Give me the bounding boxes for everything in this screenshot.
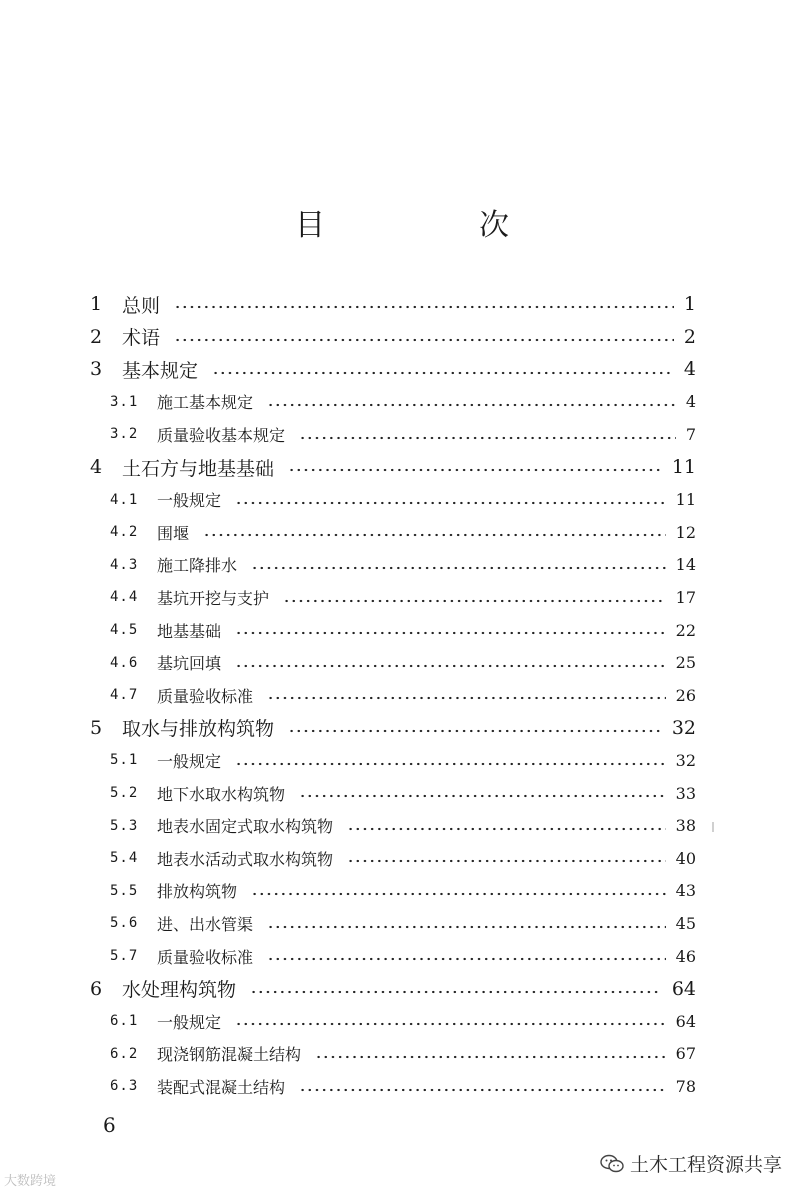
toc-entry-label: 土石方与地基基础	[122, 457, 275, 480]
toc-entry-label: 一般规定	[157, 751, 222, 771]
wechat-icon	[600, 1154, 624, 1174]
toc-entry-number: 6.2	[110, 1045, 139, 1062]
toc-entry-number: 3.1	[110, 393, 139, 410]
toc-entry-page: 1	[683, 293, 696, 315]
toc-entry-label: 排放构筑物	[157, 882, 238, 902]
toc-leader-dots	[251, 892, 666, 896]
toc-entry[interactable]	[0, 321, 804, 353]
toc-leader-dots	[235, 501, 666, 505]
watermark-right-text: 土木工程资源共享	[629, 1154, 782, 1176]
toc-entry-number: 4.6	[110, 654, 139, 671]
toc-entry[interactable]	[0, 353, 804, 385]
toc-leader-dots	[267, 925, 666, 929]
toc-entry-page: 25	[675, 653, 696, 673]
toc-entry-page: 7	[685, 424, 696, 444]
toc-leader-dots	[288, 468, 662, 472]
toc-entry[interactable]	[0, 1070, 804, 1102]
toc-entry-number: 5.3	[110, 817, 139, 834]
watermark-right	[600, 1150, 782, 1177]
toc-leader-dots	[212, 371, 674, 375]
toc-entry-page: 46	[675, 946, 696, 966]
toc-entry[interactable]	[0, 1005, 804, 1037]
toc-entry-label: 基本规定	[122, 359, 199, 382]
toc-entry-label: 进、出水管渠	[157, 914, 254, 934]
toc-entry-label: 施工降排水	[157, 556, 238, 576]
toc-entry-label: 水处理构筑物	[122, 979, 237, 1002]
toc-entry-label: 施工基本规定	[157, 393, 254, 413]
toc-entry[interactable]	[0, 386, 804, 418]
toc-leader-dots	[267, 403, 676, 407]
toc-leader-dots	[174, 305, 674, 309]
toc-entry[interactable]	[0, 712, 804, 744]
toc-entry-number: 5.6	[110, 915, 139, 932]
toc-entry-page: 78	[675, 1076, 696, 1096]
toc-entry-label: 一般规定	[157, 1012, 222, 1032]
toc-entry-page: 64	[671, 977, 696, 1000]
toc-entry-number: 3	[90, 358, 103, 381]
toc-entry-label: 装配式混凝土结构	[157, 1077, 286, 1097]
toc-entry-number: 4.2	[110, 524, 139, 541]
toc-leader-dots	[174, 338, 674, 342]
toc-entry-label: 现浇钢筋混凝土结构	[157, 1045, 302, 1065]
toc-entry-page: 4	[683, 358, 696, 381]
toc-entry-page: 43	[675, 881, 696, 901]
toc-leader-dots	[235, 631, 666, 635]
toc-entry-label: 地下水取水构筑物	[157, 784, 286, 804]
toc-entry-page: 32	[671, 716, 696, 739]
toc-entry-page: 4	[685, 392, 696, 412]
toc-leader-dots	[299, 794, 666, 798]
toc-leader-dots	[267, 957, 666, 961]
toc-entry-number: 5.2	[110, 785, 139, 801]
toc-entry-number: 3.2	[110, 426, 139, 443]
toc-entry-label: 一般规定	[157, 491, 222, 511]
toc-leader-dots	[235, 664, 666, 668]
toc-entry[interactable]	[0, 484, 804, 516]
toc-entry[interactable]	[0, 288, 804, 320]
toc-leader-dots	[267, 696, 666, 700]
toc-entry[interactable]	[0, 907, 804, 939]
toc-entry-page: 45	[675, 913, 696, 933]
toc-entry-number: 5.7	[110, 948, 139, 964]
toc-entry-number: 6.1	[110, 1013, 139, 1030]
toc-entry-number: 4.4	[110, 589, 139, 606]
toc-leader-dots	[299, 436, 676, 440]
toc-entry-number: 5.5	[110, 882, 139, 899]
toc-entry-label: 地表水固定式取水构筑物	[157, 817, 334, 837]
toc-entry-label: 基坑回填	[157, 654, 222, 674]
toc-entry[interactable]	[0, 516, 804, 548]
toc-entry-page: 17	[675, 587, 696, 607]
toc-leader-dots	[235, 762, 666, 766]
toc-entry-number: 5.1	[110, 752, 139, 769]
toc-entry[interactable]	[0, 744, 804, 776]
toc-entry-number: 2	[90, 325, 103, 348]
toc-entry-label: 取水与排放构筑物	[122, 718, 275, 741]
toc-entry[interactable]	[0, 679, 804, 711]
page-title: 目 次	[295, 208, 571, 243]
toc-leader-dots	[288, 729, 662, 733]
watermark-left: 大数跨境	[4, 1174, 57, 1189]
toc-entry[interactable]	[0, 842, 804, 874]
toc-entry[interactable]	[0, 875, 804, 907]
toc-leader-dots	[250, 990, 662, 994]
toc-entry-number: 4	[90, 456, 103, 478]
toc-entry-number: 1	[90, 293, 103, 315]
toc-entry-page: 22	[675, 620, 696, 640]
toc-entry[interactable]	[0, 418, 804, 450]
toc-leader-dots	[347, 859, 666, 863]
toc-entry[interactable]	[0, 777, 804, 809]
toc-entry-number: 5	[90, 716, 103, 739]
toc-entry-number: 4.1	[110, 491, 139, 508]
toc-entry-number: 4.7	[110, 687, 139, 704]
toc-entry-page: 11	[671, 456, 696, 478]
toc-entry-page: 11	[675, 490, 696, 510]
toc-entry-label: 质量验收标准	[157, 947, 254, 967]
toc-entry[interactable]	[0, 810, 804, 842]
scan-artifact	[712, 822, 714, 832]
toc-entry-label: 术语	[122, 327, 161, 350]
toc-leader-dots	[299, 1088, 666, 1092]
toc-entry-label: 质量验收基本规定	[157, 425, 286, 445]
toc-entry-label: 质量验收标准	[157, 686, 254, 706]
toc-entry-page: 64	[675, 1011, 696, 1031]
toc-entry-number: 5.4	[110, 850, 139, 867]
toc-entry-page: 40	[675, 848, 696, 868]
toc-entry-page: 38	[675, 816, 696, 836]
toc-entry-number: 6.3	[110, 1078, 139, 1095]
toc-entry-number: 4.3	[110, 556, 139, 573]
toc-leader-dots	[203, 533, 666, 537]
toc-entry-page: 33	[675, 783, 696, 803]
toc-entry[interactable]	[0, 1038, 804, 1070]
toc-entry-number: 6	[90, 977, 103, 1000]
toc-entry-label: 地基基础	[157, 621, 222, 641]
toc-entry-label: 基坑开挖与支护	[157, 588, 270, 608]
toc-entry[interactable]	[0, 549, 804, 581]
toc-entry[interactable]	[0, 451, 804, 483]
toc-entry-page: 2	[683, 325, 696, 348]
toc-leader-dots	[347, 827, 666, 831]
page-number: 6	[103, 1113, 116, 1137]
toc-entry[interactable]	[0, 940, 804, 972]
toc-entry[interactable]	[0, 973, 804, 1005]
toc-entry-page: 14	[675, 555, 696, 575]
toc-leader-dots	[251, 566, 666, 570]
toc-leader-dots	[315, 1055, 666, 1059]
toc-entry-label: 围堰	[157, 523, 190, 543]
toc-entry-page: 67	[675, 1044, 696, 1064]
toc-entry[interactable]	[0, 647, 804, 679]
toc-entry-page: 26	[675, 685, 696, 705]
toc-leader-dots	[235, 1022, 666, 1026]
toc-leader-dots	[283, 599, 666, 603]
toc-entry[interactable]	[0, 581, 804, 613]
toc-entry-number: 4.5	[110, 622, 139, 638]
toc-entry[interactable]	[0, 614, 804, 646]
toc-entry-page: 32	[675, 750, 696, 770]
toc-entry-label: 总则	[122, 294, 161, 317]
toc-entry-label: 地表水活动式取水构筑物	[157, 849, 334, 869]
toc-entry-page: 12	[675, 522, 696, 542]
